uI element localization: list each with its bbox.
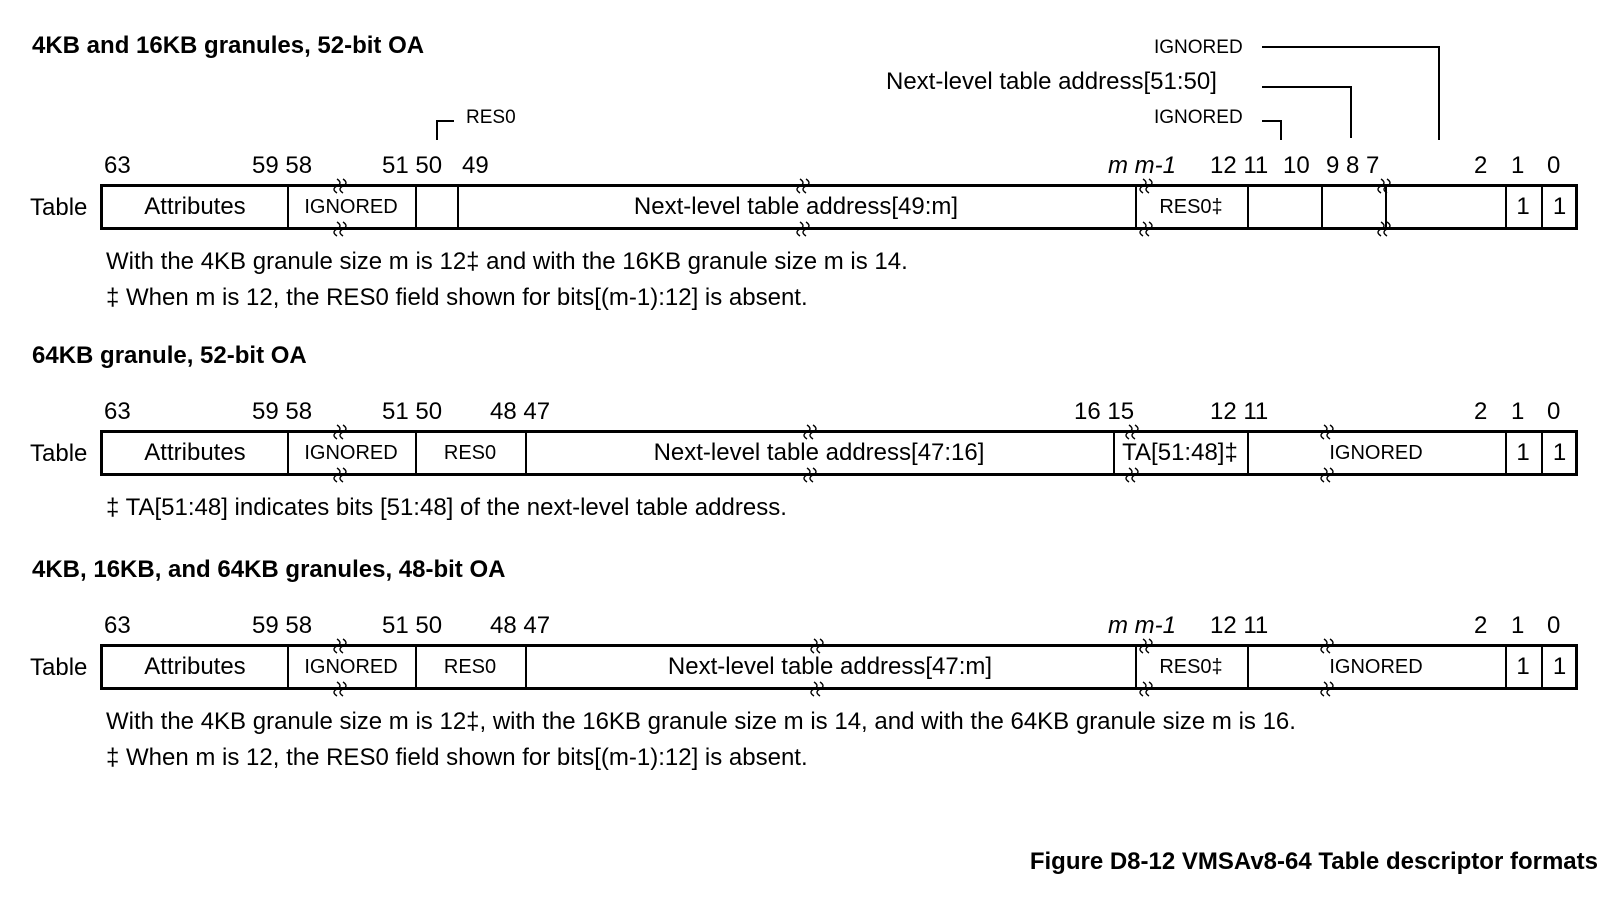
bit-label: m m-1 xyxy=(1108,152,1176,179)
field-ignored: IGNORED xyxy=(304,195,398,218)
break-r3-ignored-bottom xyxy=(334,682,346,696)
break-r1-ignored-top xyxy=(334,179,346,193)
bit-label: 2 xyxy=(1474,152,1488,179)
field-ignored: IGNORED xyxy=(304,655,398,678)
bit-label: 1 xyxy=(1511,152,1525,179)
field-attributes: Attributes xyxy=(144,439,246,466)
break-r1-address-top xyxy=(797,179,809,193)
field-res0: RES0‡ xyxy=(1159,195,1223,218)
bit-label: 48 47 xyxy=(490,612,551,639)
figure-caption: Figure D8-12 VMSAv8-64 Table descriptor formats xyxy=(1029,848,1598,875)
field-res0: RES0 xyxy=(443,441,497,464)
bit-label: 59 58 xyxy=(252,398,313,425)
bit-label: 0 xyxy=(1547,398,1561,425)
bit-label: 49 xyxy=(462,152,489,179)
bit-label: 16 15 xyxy=(1074,398,1135,425)
bit-label: 1 xyxy=(1511,612,1525,639)
bit-label: 0 xyxy=(1547,152,1561,179)
row-label-table: Table xyxy=(30,654,88,681)
bit-label: 12 11 xyxy=(1210,612,1269,639)
break-r1-low-bottom xyxy=(1378,222,1390,236)
break-r1-address-bottom xyxy=(797,222,809,236)
break-r3-ignored-top xyxy=(334,639,346,653)
bit-label: 51 50 xyxy=(382,398,443,425)
bit-label: 12 11 xyxy=(1210,398,1269,425)
break-r2-ta-top xyxy=(1126,425,1138,439)
break-r3-ignored-low-bottom xyxy=(1321,682,1333,696)
field-ignored: IGNORED xyxy=(304,441,398,464)
break-r3-res0-bottom xyxy=(1140,682,1152,696)
note-1a: With the 4KB granule size m is 12‡ and with the 16KB granule size m is 14. xyxy=(106,248,908,275)
callout-ignored-low: IGNORED xyxy=(1154,107,1243,128)
field-next-level-address: Next-level table address[47:16] xyxy=(653,439,985,466)
note-3b: ‡ When m is 12, the RES0 field shown for bits[(m-1):12] is absent. xyxy=(106,744,808,771)
bit-label: 63 xyxy=(104,152,131,179)
field-res0-low: RES0‡ xyxy=(1159,655,1223,678)
section-2-title: 64KB granule, 52-bit OA xyxy=(32,342,307,369)
bit-label: 63 xyxy=(104,398,131,425)
bit-label: 59 58 xyxy=(252,612,313,639)
note-3a: With the 4KB granule size m is 12‡, with the 16KB granule size m is 14, and with the 64KB granule size m is 16. xyxy=(106,708,1296,735)
bit-label: 0 xyxy=(1547,612,1561,639)
break-r2-ignored-low-bottom xyxy=(1321,468,1333,482)
break-r1-ignored-bottom xyxy=(334,222,346,236)
break-r3-res0-top xyxy=(1140,639,1152,653)
note-2a: ‡ TA[51:48] indicates bits [51:48] of the next-level table address. xyxy=(106,494,787,521)
field-bit-1: 1 xyxy=(1516,193,1530,220)
callout-res0: RES0 xyxy=(466,107,516,128)
field-nlta-text: Next-level table address[49:m] xyxy=(633,193,959,220)
bit-label: 59 58 xyxy=(252,152,313,179)
break-r2-address-top xyxy=(804,425,816,439)
break-r2-ignored-bottom xyxy=(334,468,346,482)
bit-label: 51 50 xyxy=(382,612,443,639)
bit-label: 12 11 xyxy=(1210,152,1269,179)
field-ignored-low: IGNORED xyxy=(1329,441,1423,464)
field-bit-0: 1 xyxy=(1552,439,1567,466)
break-r1-res0-bottom xyxy=(1140,222,1152,236)
break-r3-address-top xyxy=(811,639,823,653)
bit-label: 48 47 xyxy=(490,398,551,425)
bit-label: 9 8 7 xyxy=(1326,152,1380,179)
note-1b: ‡ When m is 12, the RES0 field shown for bits[(m-1):12] is absent. xyxy=(106,284,808,311)
bit-label: 63 xyxy=(104,612,131,639)
break-r2-address-bottom xyxy=(804,468,816,482)
field-bit-1: 1 xyxy=(1516,653,1530,680)
bit-label: 10 xyxy=(1283,152,1310,179)
bit-label: 2 xyxy=(1474,612,1488,639)
field-bit-0: 1 xyxy=(1552,653,1567,680)
break-r1-res0-top xyxy=(1140,179,1152,193)
field-bit-1: 1 xyxy=(1516,439,1530,466)
break-r1-low-top xyxy=(1378,179,1390,193)
break-r2-ignored-top xyxy=(334,425,346,439)
field-next-level-address: Next-level table address[47:m] xyxy=(667,653,993,680)
field-attributes: Attributes xyxy=(144,653,246,680)
callout-nlta-51-50: Next-level table address[51:50] xyxy=(886,68,1217,95)
bit-label: 51 50 xyxy=(382,152,443,179)
field-attributes: Attributes xyxy=(144,193,246,220)
field-ignored-low: IGNORED xyxy=(1329,655,1423,678)
bit-label: 1 xyxy=(1511,398,1525,425)
bit-label: m m-1 xyxy=(1108,612,1176,639)
section-1-title: 4KB and 16KB granules, 52-bit OA xyxy=(32,32,425,59)
row-label-table: Table xyxy=(30,194,88,221)
field-res0: RES0 xyxy=(443,655,497,678)
break-r3-ignored-low-top xyxy=(1321,639,1333,653)
callout-ignored-top: IGNORED xyxy=(1154,37,1243,58)
row-label-table: Table xyxy=(30,440,88,467)
field-ta-51-48: TA[51:48]‡ xyxy=(1122,439,1238,466)
break-r2-ignored-low-top xyxy=(1321,425,1333,439)
break-r2-ta-bottom xyxy=(1126,468,1138,482)
field-bit-0: 1 xyxy=(1552,193,1567,220)
bit-label: 2 xyxy=(1474,398,1488,425)
section-3-title: 4KB, 16KB, and 64KB granules, 48-bit OA xyxy=(32,556,506,583)
break-r3-address-bottom xyxy=(811,682,823,696)
